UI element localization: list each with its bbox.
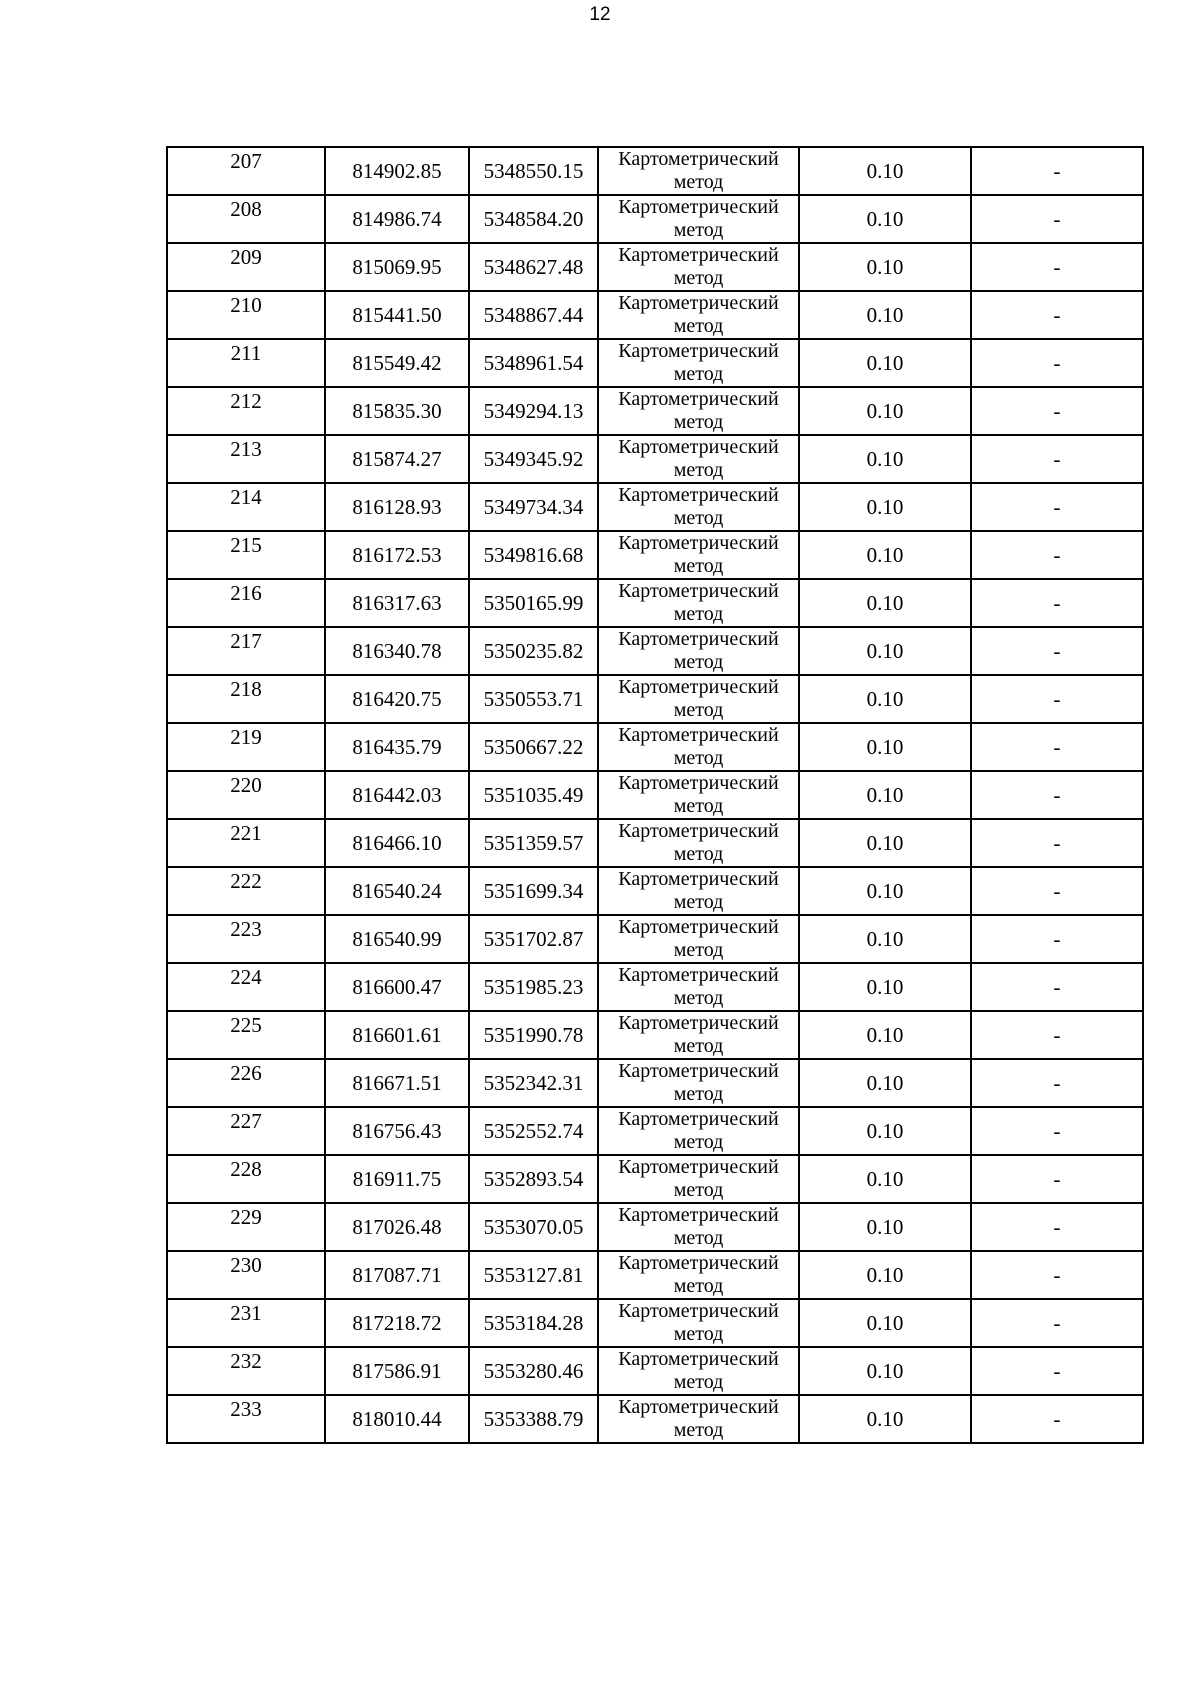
- y-coordinate-cell: 5353127.81: [469, 1251, 598, 1299]
- table-row: [167, 1251, 1143, 1299]
- method-cell: Картометрический метод: [598, 1299, 799, 1347]
- y-coordinate-cell: 5353070.05: [469, 1203, 598, 1251]
- table-row: [167, 963, 1143, 1011]
- method-cell: Картометрический метод: [598, 1059, 799, 1107]
- note-cell: -: [971, 1155, 1143, 1203]
- x-coordinate-cell: 816756.43: [325, 1107, 469, 1155]
- note-cell: -: [971, 1107, 1143, 1155]
- x-coordinate-cell: 816172.53: [325, 531, 469, 579]
- table-row: [167, 531, 1143, 579]
- point-number-cell: 212: [167, 387, 325, 435]
- accuracy-cell: 0.10: [799, 771, 971, 819]
- method-cell: Картометрический метод: [598, 723, 799, 771]
- accuracy-cell: 0.10: [799, 867, 971, 915]
- point-number-cell: 210: [167, 291, 325, 339]
- method-cell: Картометрический метод: [598, 243, 799, 291]
- method-cell: Картометрический метод: [598, 963, 799, 1011]
- accuracy-cell: 0.10: [799, 339, 971, 387]
- point-number-cell: 213: [167, 435, 325, 483]
- x-coordinate-cell: 816671.51: [325, 1059, 469, 1107]
- y-coordinate-cell: 5351702.87: [469, 915, 598, 963]
- table-row: [167, 1203, 1143, 1251]
- point-number-cell: 218: [167, 675, 325, 723]
- table-row: [167, 339, 1143, 387]
- x-coordinate-cell: 815069.95: [325, 243, 469, 291]
- table-row: [167, 627, 1143, 675]
- point-number-cell: 231: [167, 1299, 325, 1347]
- method-cell: Картометрический метод: [598, 819, 799, 867]
- method-cell: Картометрический метод: [598, 1107, 799, 1155]
- point-number-cell: 208: [167, 195, 325, 243]
- accuracy-cell: 0.10: [799, 147, 971, 195]
- y-coordinate-cell: 5352552.74: [469, 1107, 598, 1155]
- x-coordinate-cell: 816128.93: [325, 483, 469, 531]
- y-coordinate-cell: 5351990.78: [469, 1011, 598, 1059]
- accuracy-cell: 0.10: [799, 963, 971, 1011]
- method-cell: Картометрический метод: [598, 387, 799, 435]
- y-coordinate-cell: 5350165.99: [469, 579, 598, 627]
- y-coordinate-cell: 5348550.15: [469, 147, 598, 195]
- table-row: [167, 435, 1143, 483]
- accuracy-cell: 0.10: [799, 627, 971, 675]
- x-coordinate-cell: 817026.48: [325, 1203, 469, 1251]
- y-coordinate-cell: 5349816.68: [469, 531, 598, 579]
- method-cell: Картометрический метод: [598, 1011, 799, 1059]
- x-coordinate-cell: 815874.27: [325, 435, 469, 483]
- y-coordinate-cell: 5350667.22: [469, 723, 598, 771]
- note-cell: -: [971, 435, 1143, 483]
- table-row: [167, 675, 1143, 723]
- point-number-cell: 224: [167, 963, 325, 1011]
- y-coordinate-cell: 5349734.34: [469, 483, 598, 531]
- x-coordinate-cell: 815835.30: [325, 387, 469, 435]
- method-cell: Картометрический метод: [598, 1347, 799, 1395]
- accuracy-cell: 0.10: [799, 1347, 971, 1395]
- method-cell: Картометрический метод: [598, 1155, 799, 1203]
- method-cell: Картометрический метод: [598, 627, 799, 675]
- point-number-cell: 216: [167, 579, 325, 627]
- note-cell: -: [971, 339, 1143, 387]
- table-row: [167, 771, 1143, 819]
- note-cell: -: [971, 1347, 1143, 1395]
- note-cell: -: [971, 531, 1143, 579]
- point-number-cell: 211: [167, 339, 325, 387]
- method-cell: Картометрический метод: [598, 291, 799, 339]
- y-coordinate-cell: 5352893.54: [469, 1155, 598, 1203]
- x-coordinate-cell: 816911.75: [325, 1155, 469, 1203]
- x-coordinate-cell: 817586.91: [325, 1347, 469, 1395]
- accuracy-cell: 0.10: [799, 579, 971, 627]
- note-cell: -: [971, 627, 1143, 675]
- method-cell: Картометрический метод: [598, 483, 799, 531]
- x-coordinate-cell: 816540.24: [325, 867, 469, 915]
- accuracy-cell: 0.10: [799, 1011, 971, 1059]
- table-row: [167, 1299, 1143, 1347]
- accuracy-cell: 0.10: [799, 1203, 971, 1251]
- point-number-cell: 219: [167, 723, 325, 771]
- accuracy-cell: 0.10: [799, 819, 971, 867]
- y-coordinate-cell: 5348961.54: [469, 339, 598, 387]
- x-coordinate-cell: 816601.61: [325, 1011, 469, 1059]
- x-coordinate-cell: 816340.78: [325, 627, 469, 675]
- x-coordinate-cell: 816466.10: [325, 819, 469, 867]
- point-number-cell: 228: [167, 1155, 325, 1203]
- accuracy-cell: 0.10: [799, 1059, 971, 1107]
- y-coordinate-cell: 5353388.79: [469, 1395, 598, 1443]
- note-cell: -: [971, 291, 1143, 339]
- method-cell: Картометрический метод: [598, 1251, 799, 1299]
- accuracy-cell: 0.10: [799, 1155, 971, 1203]
- note-cell: -: [971, 675, 1143, 723]
- table-row: [167, 819, 1143, 867]
- x-coordinate-cell: 815549.42: [325, 339, 469, 387]
- note-cell: -: [971, 387, 1143, 435]
- table-row: [167, 915, 1143, 963]
- x-coordinate-cell: 815441.50: [325, 291, 469, 339]
- note-cell: -: [971, 723, 1143, 771]
- x-coordinate-cell: 814986.74: [325, 195, 469, 243]
- page-number: 12: [589, 4, 611, 25]
- y-coordinate-cell: 5351359.57: [469, 819, 598, 867]
- y-coordinate-cell: 5352342.31: [469, 1059, 598, 1107]
- point-number-cell: 214: [167, 483, 325, 531]
- coordinates-table-body: [167, 147, 1143, 1443]
- note-cell: -: [971, 771, 1143, 819]
- method-cell: Картометрический метод: [598, 195, 799, 243]
- method-cell: Картометрический метод: [598, 435, 799, 483]
- table-row: [167, 1059, 1143, 1107]
- note-cell: -: [971, 963, 1143, 1011]
- point-number-cell: 220: [167, 771, 325, 819]
- note-cell: -: [971, 1299, 1143, 1347]
- y-coordinate-cell: 5353280.46: [469, 1347, 598, 1395]
- x-coordinate-cell: 814902.85: [325, 147, 469, 195]
- table-row: [167, 579, 1143, 627]
- y-coordinate-cell: 5350235.82: [469, 627, 598, 675]
- note-cell: -: [971, 243, 1143, 291]
- method-cell: Картометрический метод: [598, 771, 799, 819]
- y-coordinate-cell: 5351985.23: [469, 963, 598, 1011]
- note-cell: -: [971, 867, 1143, 915]
- point-number-cell: 225: [167, 1011, 325, 1059]
- note-cell: -: [971, 915, 1143, 963]
- table-row: [167, 867, 1143, 915]
- point-number-cell: 209: [167, 243, 325, 291]
- x-coordinate-cell: 816540.99: [325, 915, 469, 963]
- x-coordinate-cell: 816442.03: [325, 771, 469, 819]
- table-row: [167, 1347, 1143, 1395]
- accuracy-cell: 0.10: [799, 291, 971, 339]
- point-number-cell: 221: [167, 819, 325, 867]
- note-cell: -: [971, 819, 1143, 867]
- note-cell: -: [971, 147, 1143, 195]
- accuracy-cell: 0.10: [799, 1395, 971, 1443]
- method-cell: Картометрический метод: [598, 531, 799, 579]
- x-coordinate-cell: 817087.71: [325, 1251, 469, 1299]
- accuracy-cell: 0.10: [799, 243, 971, 291]
- y-coordinate-cell: 5348627.48: [469, 243, 598, 291]
- point-number-cell: 215: [167, 531, 325, 579]
- table-row: [167, 291, 1143, 339]
- x-coordinate-cell: 817218.72: [325, 1299, 469, 1347]
- y-coordinate-cell: 5349345.92: [469, 435, 598, 483]
- table-row: [167, 723, 1143, 771]
- table-row: [167, 387, 1143, 435]
- y-coordinate-cell: 5353184.28: [469, 1299, 598, 1347]
- method-cell: Картометрический метод: [598, 339, 799, 387]
- table-row: [167, 243, 1143, 291]
- method-cell: Картометрический метод: [598, 147, 799, 195]
- point-number-cell: 226: [167, 1059, 325, 1107]
- note-cell: -: [971, 1011, 1143, 1059]
- table-row: [167, 1155, 1143, 1203]
- table-row: [167, 1011, 1143, 1059]
- note-cell: -: [971, 195, 1143, 243]
- table-row: [167, 147, 1143, 195]
- method-cell: Картометрический метод: [598, 915, 799, 963]
- y-coordinate-cell: 5351035.49: [469, 771, 598, 819]
- point-number-cell: 232: [167, 1347, 325, 1395]
- x-coordinate-cell: 816420.75: [325, 675, 469, 723]
- note-cell: -: [971, 1059, 1143, 1107]
- y-coordinate-cell: 5350553.71: [469, 675, 598, 723]
- note-cell: -: [971, 1203, 1143, 1251]
- accuracy-cell: 0.10: [799, 1107, 971, 1155]
- accuracy-cell: 0.10: [799, 435, 971, 483]
- method-cell: Картометрический метод: [598, 867, 799, 915]
- y-coordinate-cell: 5348867.44: [469, 291, 598, 339]
- point-number-cell: 222: [167, 867, 325, 915]
- table-row: [167, 1395, 1143, 1443]
- accuracy-cell: 0.10: [799, 195, 971, 243]
- point-number-cell: 233: [167, 1395, 325, 1443]
- table-row: [167, 1107, 1143, 1155]
- point-number-cell: 207: [167, 147, 325, 195]
- table-row: [167, 483, 1143, 531]
- point-number-cell: 217: [167, 627, 325, 675]
- x-coordinate-cell: 816435.79: [325, 723, 469, 771]
- note-cell: -: [971, 1251, 1143, 1299]
- point-number-cell: 223: [167, 915, 325, 963]
- accuracy-cell: 0.10: [799, 531, 971, 579]
- method-cell: Картометрический метод: [598, 675, 799, 723]
- y-coordinate-cell: 5351699.34: [469, 867, 598, 915]
- accuracy-cell: 0.10: [799, 387, 971, 435]
- method-cell: Картометрический метод: [598, 579, 799, 627]
- point-number-cell: 229: [167, 1203, 325, 1251]
- table-row: [167, 195, 1143, 243]
- accuracy-cell: 0.10: [799, 915, 971, 963]
- x-coordinate-cell: 816600.47: [325, 963, 469, 1011]
- y-coordinate-cell: 5348584.20: [469, 195, 598, 243]
- x-coordinate-cell: 816317.63: [325, 579, 469, 627]
- method-cell: Картометрический метод: [598, 1395, 799, 1443]
- point-number-cell: 230: [167, 1251, 325, 1299]
- accuracy-cell: 0.10: [799, 1251, 971, 1299]
- x-coordinate-cell: 818010.44: [325, 1395, 469, 1443]
- note-cell: -: [971, 483, 1143, 531]
- accuracy-cell: 0.10: [799, 723, 971, 771]
- note-cell: -: [971, 1395, 1143, 1443]
- accuracy-cell: 0.10: [799, 675, 971, 723]
- note-cell: -: [971, 579, 1143, 627]
- accuracy-cell: 0.10: [799, 1299, 971, 1347]
- coordinates-table: [166, 146, 1144, 1444]
- accuracy-cell: 0.10: [799, 483, 971, 531]
- method-cell: Картометрический метод: [598, 1203, 799, 1251]
- y-coordinate-cell: 5349294.13: [469, 387, 598, 435]
- point-number-cell: 227: [167, 1107, 325, 1155]
